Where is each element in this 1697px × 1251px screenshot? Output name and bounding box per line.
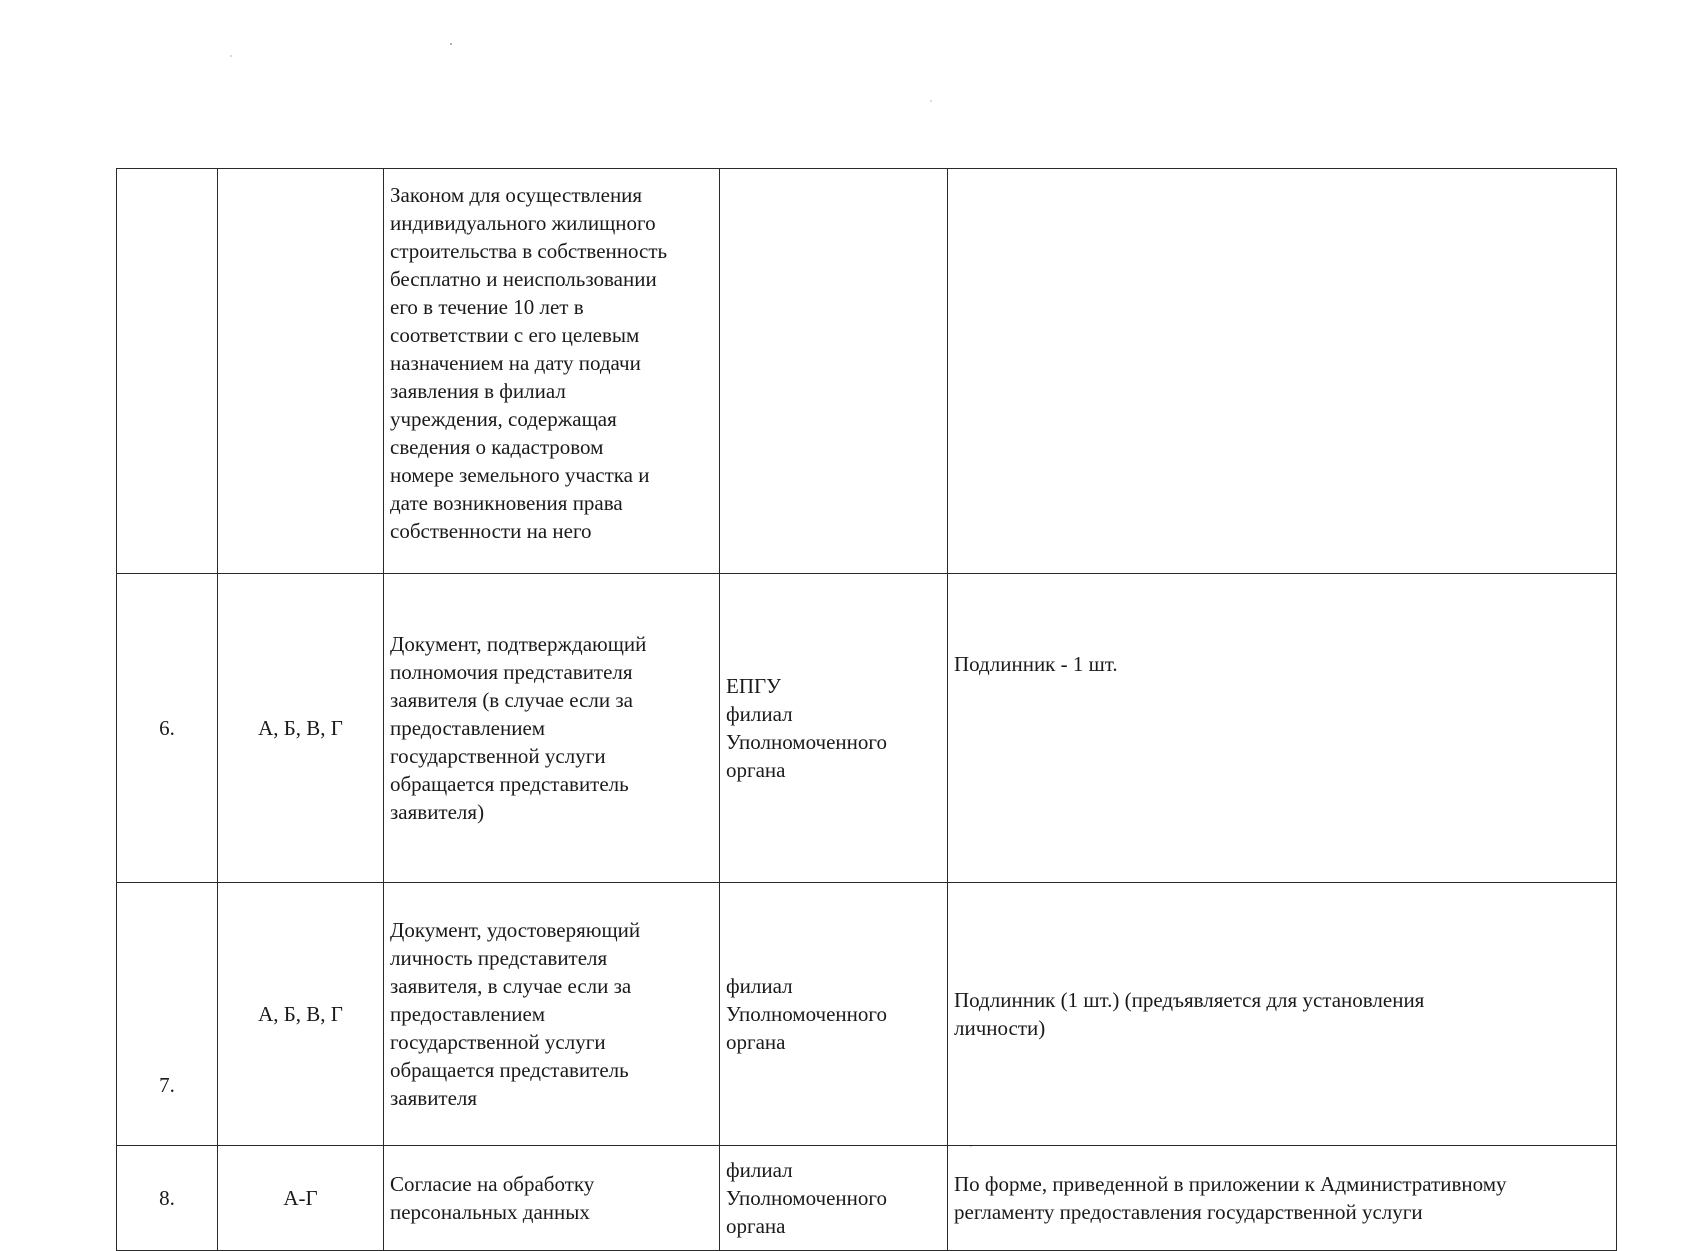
table-row [117,574,1617,883]
scan-speck [230,55,232,57]
submission-place-cell [720,169,948,574]
submission-place-cell: ЕПГУ филиал Уполномоченного органа [720,574,948,883]
row-number-cell: 7. [117,883,218,1146]
document-requirements-cell: По форме, приведенной в приложении к Административному регламенту предоставления государственной услуги [948,1146,1617,1251]
document-requirements-cell: Подлинник (1 шт.) (предъявляется для установления личности) [948,883,1617,1146]
document-name-cell: Документ, подтверждающий полномочия представителя заявителя (в случае если за предоставлением государственной услуги обращается представитель заявителя) [384,574,720,883]
row-number-cell: 6. [117,574,218,883]
document-name-cell: Документ, удостоверяющий личность представителя заявителя, в случае если за предоставлением государственной услуги обращается представитель заявителя [384,883,720,1146]
documents-table [116,168,1617,1251]
submission-place-cell: филиал Уполномоченного органа [720,1146,948,1251]
table-row [117,883,1617,1146]
applicant-categories-cell [218,169,384,574]
document-requirements-cell [948,169,1617,574]
scan-speck [450,43,452,45]
row-number-cell: 8. [117,1146,218,1251]
row-number-cell [117,169,218,574]
table-row [117,1146,1617,1251]
document-requirements-cell: Подлинник - 1 шт. [948,574,1617,883]
submission-place-cell: филиал Уполномоченного органа [720,883,948,1146]
applicant-categories-cell: А, Б, В, Г [218,883,384,1146]
document-name-cell: Законом для осуществления индивидуального жилищного строительства в собственность бесплатно и неиспользовании его в течение 10 лет в соответствии с его целевым назначением на дату подачи заявления в филиал учреждения, содержащая сведения о кадастровом номере земельного участка и дате возникновения права собственности на него [384,169,720,574]
table-row [117,169,1617,574]
applicant-categories-cell: А-Г [218,1146,384,1251]
applicant-categories-cell: А, Б, В, Г [218,574,384,883]
scan-speck [930,100,932,102]
document-name-cell: Согласие на обработку персональных данных [384,1146,720,1251]
